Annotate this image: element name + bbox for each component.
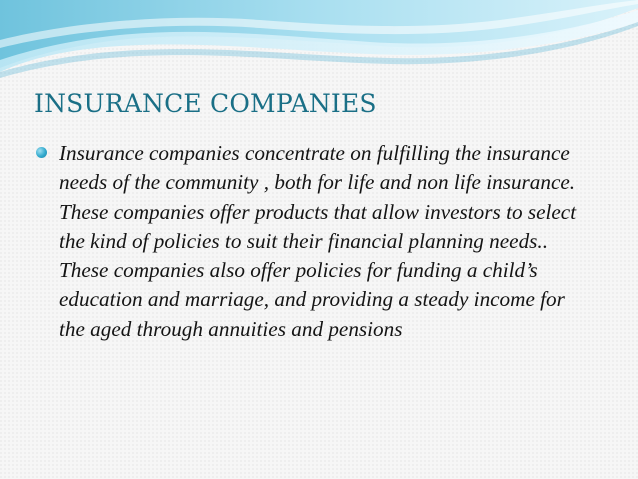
- bullet-item: [36, 139, 596, 344]
- bullet-list: [36, 139, 596, 344]
- header-wave-decoration: [0, 0, 638, 80]
- slide-title: INSURANCE COMPANIES: [34, 89, 377, 118]
- bullet-text: Insurance companies concentrate on fulfilling the insurance needs of the community , both for life and non life insurance. These companies offer products that allow investors to select the kind of policies to suit their financial planning needs.. These companies also offer policies for funding a child’s education and marriage, and providing a steady income for the aged through annuities and pensions: [59, 141, 577, 341]
- bullet-dot-icon: [36, 147, 47, 158]
